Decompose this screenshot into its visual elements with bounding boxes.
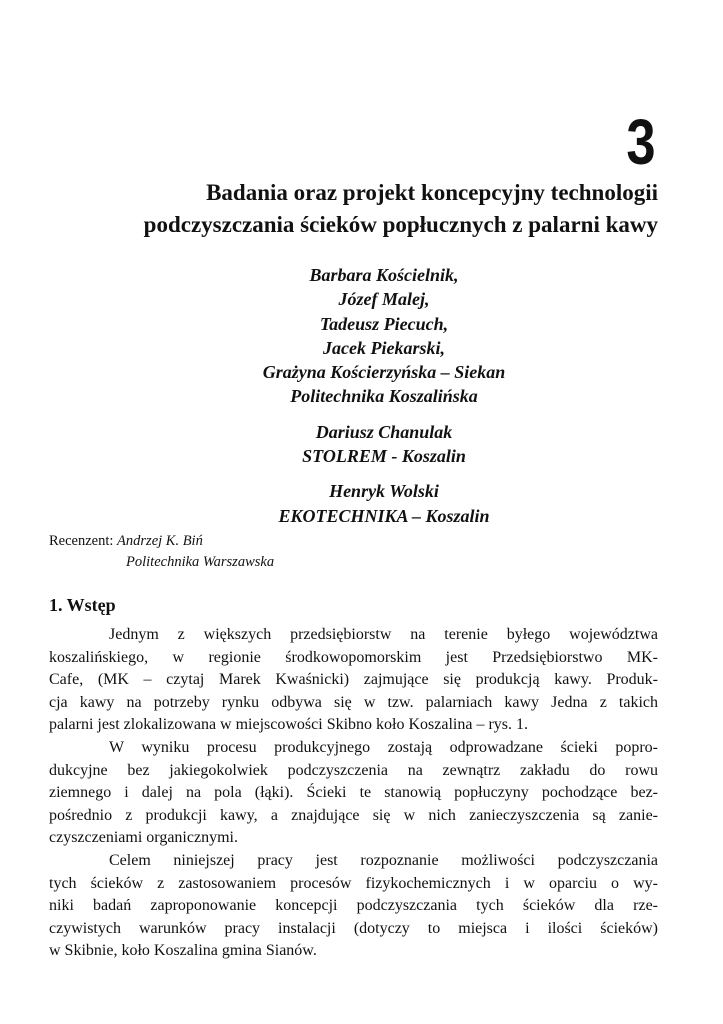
paragraph-line: W wyniku procesu produkcyjnego zostają odprowadzane ścieki popro- bbox=[109, 738, 658, 756]
chapter-title bbox=[60, 177, 658, 241]
paragraph bbox=[49, 624, 658, 737]
chapter-title-line: podczyszczania ścieków popłucznych z palarni kawy bbox=[143, 212, 658, 237]
paragraph-line: Cafe, (MK – czytaj Marek Kwaśnicki) zajmujące się produkcją kawy. Produk- bbox=[49, 671, 658, 689]
author-name: Jacek Piekarski, bbox=[323, 337, 445, 358]
paragraph-line: tych ścieków z zastosowaniem procesów fizykochemicznych i w oparciu o wy- bbox=[49, 874, 658, 892]
chapter-number: 3 bbox=[626, 106, 656, 178]
paragraph-line: w Skibnie, koło Koszalina gmina Sianów. bbox=[49, 942, 317, 960]
author-affiliation: STOLREM - Koszalin bbox=[302, 446, 466, 467]
reviewer-affiliation: Politechnika Warszawska bbox=[126, 554, 275, 570]
author-name: Dariusz Chanulak bbox=[315, 421, 453, 442]
paragraph-line: Jednym z większych przedsiębiorstw na terenie byłego województwa bbox=[109, 626, 658, 643]
author-affiliation: EKOTECHNIKA – Koszalin bbox=[278, 505, 490, 526]
author-list bbox=[160, 263, 608, 528]
paragraph-line: palarni jest zlokalizowana w miejscowości Skibno koło Koszalina – rys. 1. bbox=[49, 716, 529, 734]
author-name: Józef Malej, bbox=[338, 289, 430, 310]
section-heading: 1. Wstęp bbox=[49, 595, 116, 615]
author-name: Grażyna Kościerzyńska – Siekan bbox=[262, 362, 506, 383]
paragraph-line: koszalińskiego, w regionie środkowopomorskim jest Przedsiębiorstwo MK- bbox=[49, 648, 658, 666]
reviewer-label: Recenzent: bbox=[49, 533, 114, 549]
author-group bbox=[160, 479, 608, 528]
author-name: Henryk Wolski bbox=[329, 481, 439, 502]
chapter-title-line: Badania oraz projekt koncepcyjny technologii bbox=[206, 180, 658, 205]
author-group bbox=[160, 420, 608, 469]
paragraph bbox=[49, 737, 658, 850]
paragraph-line: cja kawy na potrzeby rynku odbywa się w tzw. palarniach kawy Jedna z takich bbox=[49, 693, 658, 711]
paragraph-line: pośrednio z produkcji kawy, a znajdujące się w nich zanieczyszczenia są zanie- bbox=[49, 806, 658, 824]
paragraph-line: czyszczeniami organicznymi. bbox=[49, 829, 238, 847]
paragraph-line: ziemnego i dalej na pola (łąki). Ścieki te stanowią popłuczyny pochodzące bez- bbox=[49, 784, 658, 802]
author-group bbox=[160, 263, 608, 409]
reviewer-name: Andrzej K. Biń bbox=[117, 533, 203, 549]
section-body bbox=[49, 624, 658, 963]
author-affiliation: Politechnika Koszalińska bbox=[290, 386, 478, 407]
paragraph-line: niki badań zaproponowanie koncepcji podczyszczania tych ścieków dla rze- bbox=[49, 897, 658, 915]
paragraph-line: czywistych warunków pracy instalacji (dotyczy to miejsca i ilości ścieków) bbox=[49, 919, 658, 937]
paragraph-line: Celem niniejszej pracy jest rozpoznanie możliwości podczyszczania bbox=[109, 851, 658, 869]
author-name: Tadeusz Piecuch, bbox=[319, 313, 449, 334]
paragraph-line: dukcyjne bez jakiegokolwiek podczyszczenia na zewnątrz zakładu do rowu bbox=[49, 761, 658, 779]
paragraph bbox=[49, 850, 658, 963]
author-name: Barbara Kościelnik, bbox=[309, 265, 459, 285]
reviewer-block bbox=[49, 531, 274, 573]
